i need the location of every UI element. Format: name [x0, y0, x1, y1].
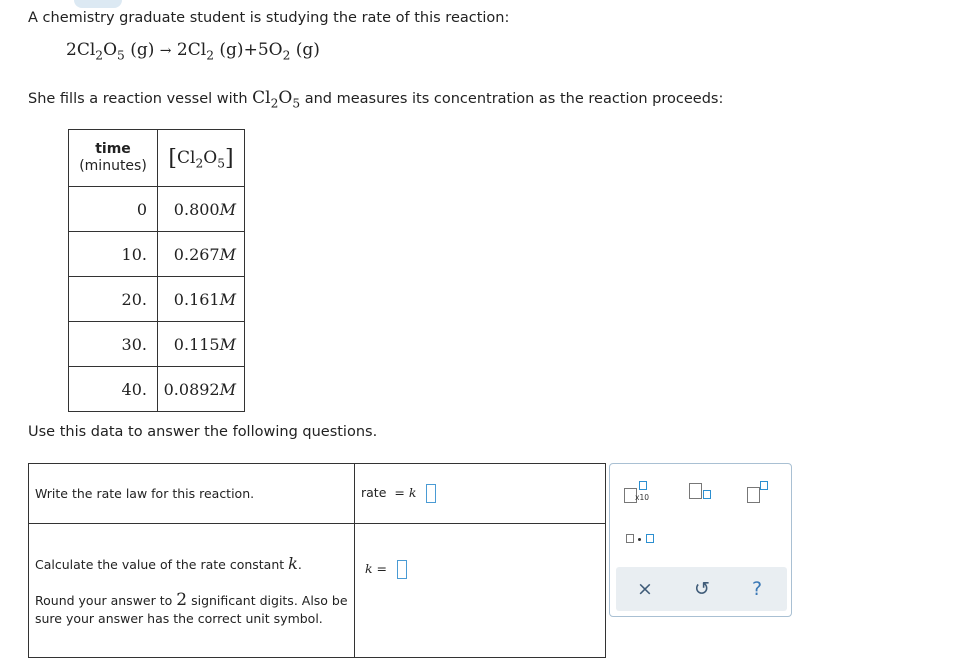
fills-text: She fills a reaction vessel with $Cl_2O_5$ and measures its concentration as the reaction proceeds:	[28, 88, 724, 111]
rate-law-input[interactable]	[426, 484, 436, 503]
undo-button[interactable]: ↺	[694, 578, 710, 600]
concentration-table	[68, 129, 245, 412]
conc-cell: 0.0892M	[158, 367, 245, 412]
table-row	[69, 232, 245, 277]
rate-label: rate	[361, 485, 387, 500]
rate-constant-input[interactable]	[397, 560, 407, 579]
superscript-button[interactable]	[744, 479, 778, 505]
use-data-text: Use this data to answer the following questions.	[28, 424, 378, 440]
palette-action-bar	[616, 567, 787, 611]
reaction-equation: $2Cl_2O_5$ $(g) \to 2Cl_2$ $(g)+5O_2$ (g)	[66, 40, 320, 63]
top-tab-indicator	[74, 0, 122, 8]
reaction-arrow: →	[159, 43, 172, 59]
rate-law-answer-cell: rate = k	[355, 464, 606, 524]
multiply-dot-button[interactable]	[622, 530, 662, 550]
questions-table	[28, 463, 606, 658]
rate-constant-question: Calculate the value of the rate constant k. Round your answer to 2 significant digits. Also be sure your answer has the correct unit symbol.	[29, 524, 355, 658]
time-header: time (minutes)	[69, 130, 158, 187]
intro-text: A chemistry graduate student is studying the rate of this reaction:	[28, 10, 510, 26]
math-palette	[609, 463, 792, 617]
time-cell: 10.	[69, 232, 158, 277]
concentration-header: $[Cl_2O_5]$	[158, 130, 245, 187]
rate-law-question: Write the rate law for this reaction.	[29, 464, 355, 524]
time-cell: 20.	[69, 277, 158, 322]
table-row	[69, 322, 245, 367]
table-header-row	[69, 130, 245, 187]
k-symbol: k	[408, 485, 417, 500]
rate-constant-answer-cell: k =	[355, 524, 606, 658]
time-cell: 30.	[69, 322, 158, 367]
clear-button[interactable]: ×	[637, 578, 653, 600]
conc-cell: 0.267M	[158, 232, 245, 277]
help-button[interactable]: ?	[751, 578, 763, 600]
conc-cell: 0.115M	[158, 322, 245, 367]
table-row	[69, 367, 245, 412]
scientific-notation-button[interactable]: x10	[622, 479, 656, 505]
conc-cell: 0.800M	[158, 187, 245, 232]
table-row	[69, 187, 245, 232]
time-cell: 0	[69, 187, 158, 232]
subscript-button[interactable]	[686, 479, 720, 505]
conc-cell: 0.161M	[158, 277, 245, 322]
species-formula: $Cl_2O_5$	[252, 88, 301, 111]
time-cell: 40.	[69, 367, 158, 412]
question-row-rate-law	[29, 464, 606, 524]
table-row	[69, 277, 245, 322]
k-label: k	[364, 561, 373, 576]
question-row-rate-constant	[29, 524, 606, 658]
